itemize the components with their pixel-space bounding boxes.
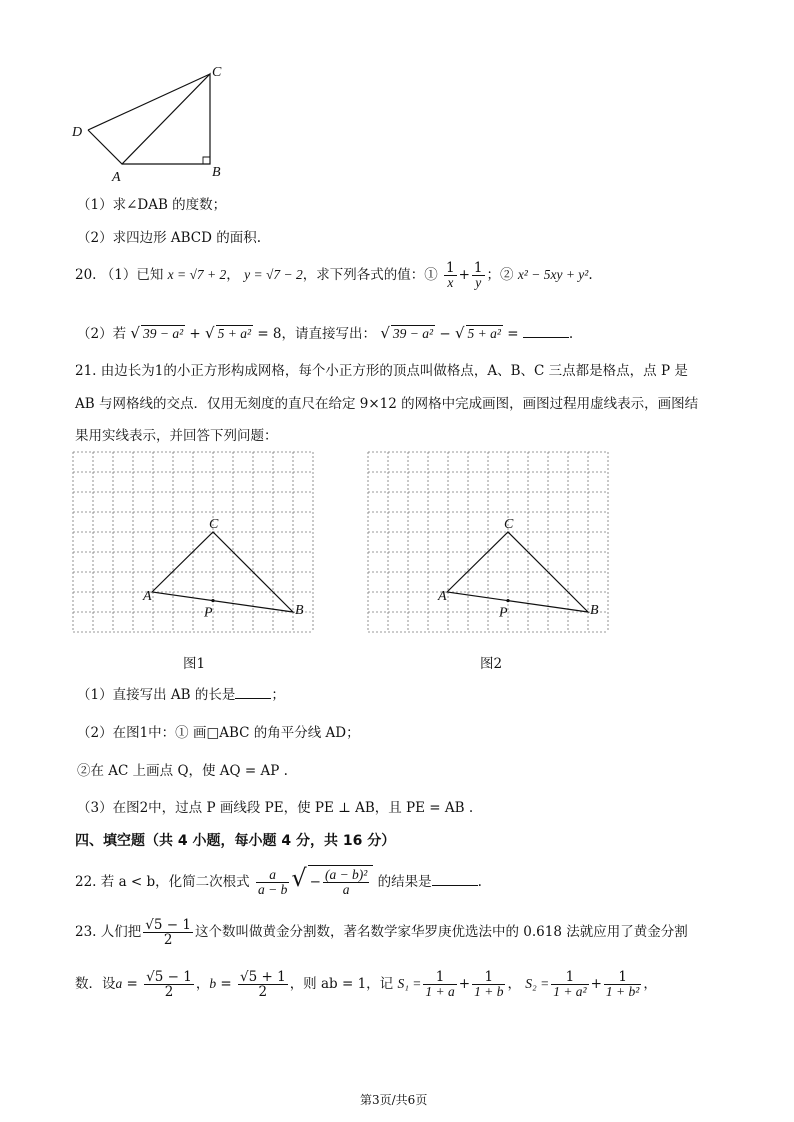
point-p bbox=[211, 599, 214, 602]
q21-sub2: （2）在图1中：① 画□ABC 的角平分线 AD； bbox=[77, 725, 360, 741]
q21-sub3: （3）在图2中，过点 P 画线段 PE，使 PE ⊥ AB，且 PE = AB . bbox=[77, 800, 474, 816]
answer-blank[interactable] bbox=[235, 698, 271, 699]
q21-line2: AB 与网格线的交点．仅用无刻度的直尺在给定 9×12 的网格中完成画图，画图过程用虚线表示，画图结 bbox=[75, 396, 699, 412]
q21-sub2b: ②在 AC 上画点 Q，使 AQ = AP . bbox=[77, 763, 288, 779]
q22-line: 22. 若 a < b，化简二次根式 $\frac{a}{a - b}$ √ − $\frac{\text{(a − b)²}}{a}$ 的结果是 . bbox=[75, 864, 482, 897]
q19-part2: （2）求四边形 ABCD 的面积. bbox=[77, 230, 262, 246]
q21-line1: 21. 由边长为1的小正方形构成网格，每个小正方形的顶点叫做格点，A、B、C 三点都是格点，点 P 是 bbox=[75, 363, 688, 379]
point-p bbox=[506, 599, 509, 602]
label-P: P bbox=[499, 605, 508, 621]
fig1-caption: 图1 bbox=[183, 656, 206, 672]
label-A: A bbox=[438, 589, 447, 604]
answer-blank[interactable] bbox=[432, 885, 478, 886]
q21-sub1: （1）直接写出 AB 的长是 ； bbox=[77, 687, 285, 703]
q21-line3: 果用实线表示，并回答下列问题： bbox=[75, 428, 278, 444]
grid-figure-2 bbox=[365, 449, 615, 635]
q19-part1: （1）求∠DAB 的度数； bbox=[77, 197, 227, 213]
label-A: A bbox=[143, 589, 152, 604]
label-P: P bbox=[204, 605, 213, 621]
q20-line2: （2）若 √ 39 − a² + √ 5 + a² = 8，请直接写出： √ 39 − a² − √ 5 + a² = . bbox=[77, 324, 574, 342]
label-B: B bbox=[212, 165, 221, 180]
section4-title: 四、填空题（共 4 小题，每小题 4 分，共 16 分） bbox=[75, 833, 396, 849]
grid-figure-1 bbox=[70, 449, 320, 635]
label-B: B bbox=[590, 603, 599, 618]
label-D: D bbox=[72, 125, 83, 140]
label-A: A bbox=[112, 170, 121, 185]
answer-blank[interactable] bbox=[523, 337, 569, 338]
q23-line2: 数．设a = $\frac{√5 - 1}{2}$ ，b = $\frac{√5 + 1}{2}$ ，则 ab = 1，记 S₁ = $\frac{1}{1 + a}$ + $\frac{1}{1 + b}$ ， S₂ = $\frac{1}{\text{1 + a²}}$ + $\frac{1}{\text{1 + b²}}$ ， bbox=[75, 969, 657, 1001]
quadrilateral-figure bbox=[60, 58, 240, 188]
page-footer: 第3页/共6页 bbox=[360, 1093, 428, 1107]
label-C: C bbox=[209, 517, 219, 532]
label-C: C bbox=[504, 517, 514, 532]
label-C: C bbox=[212, 65, 222, 80]
q20-line1: 20. （1）已知 x = √7 + 2， y = √7 − 2，求下列各式的值：① $\frac{1}{x}$ + $\frac{1}{y}$ ；② x² − 5xy + y². bbox=[75, 260, 593, 291]
q23-line1: 23. 人们把 $\frac{√5 - 1}{2}$ 这个数叫做黄金分割数，著名数学家华罗庚优选法中的 0.618 法就应用了黄金分割 bbox=[75, 917, 688, 949]
fig2-caption: 图2 bbox=[480, 656, 503, 672]
label-B: B bbox=[295, 603, 304, 618]
